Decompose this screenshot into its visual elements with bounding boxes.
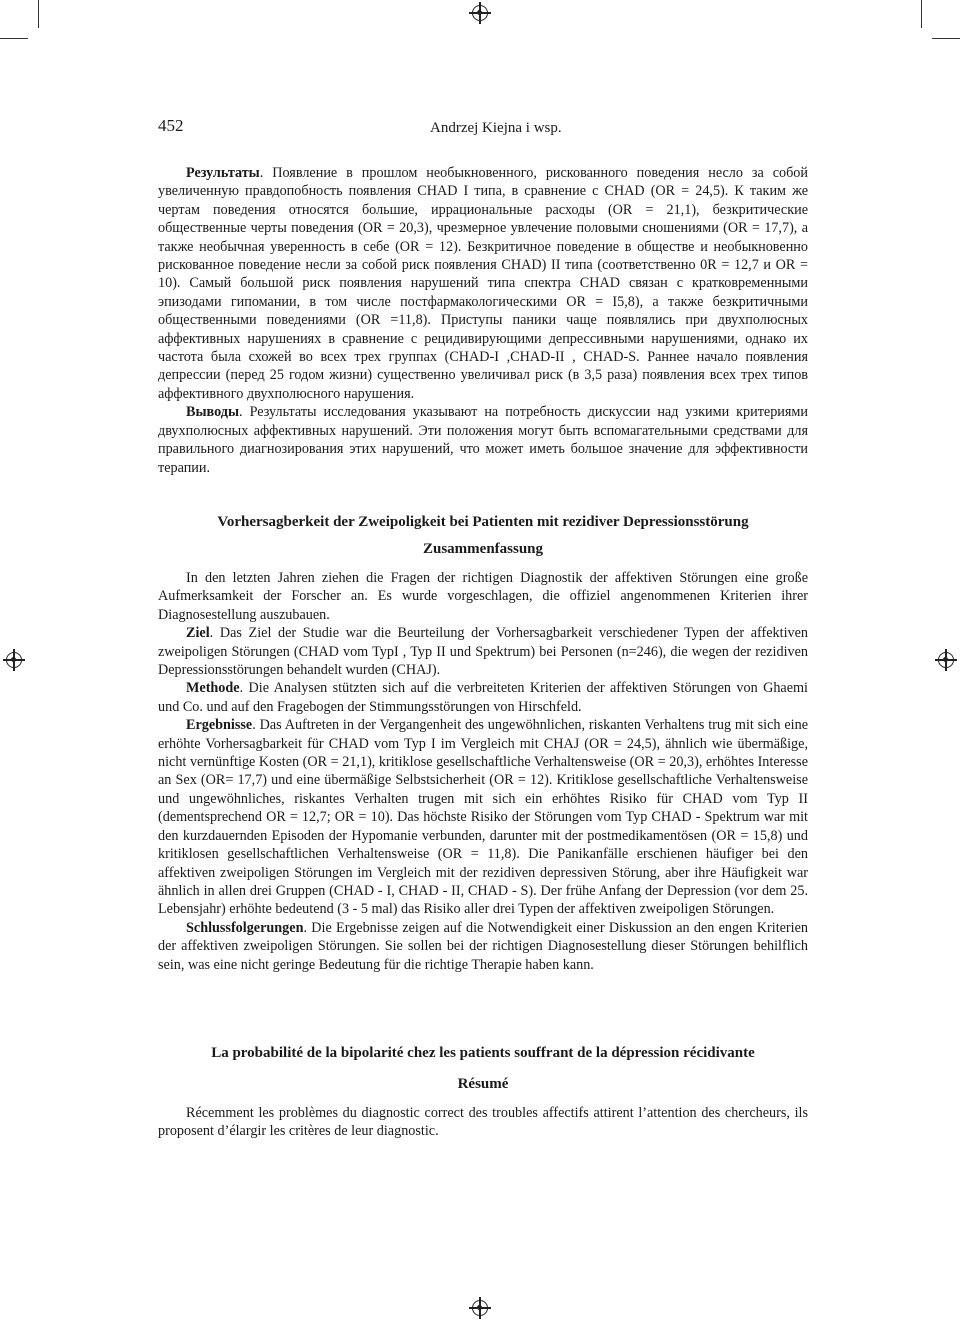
french-abstract xyxy=(158,1104,808,1141)
page-number: 452 xyxy=(158,116,184,135)
registration-mark-top-icon xyxy=(472,5,488,21)
german-intro-paragraph: In den letzten Jahren ziehen die Fragen der richtigen Diagnostik der affektiven Störungen eine große Aufmerksamkeit der Forscher an. Es wurde vorgeschlagen, die offiziel angenommenen Kriterien ihrer Diagnosestellung auszubauen. xyxy=(158,570,808,623)
german-ziel-paragraph xyxy=(158,624,808,679)
crop-mark-top-left xyxy=(0,38,28,39)
schluss-label: Schlussfolgerungen xyxy=(186,919,304,936)
methode-label: Methode xyxy=(186,680,240,697)
ergebnisse-label: Ergebnisse xyxy=(186,717,253,734)
french-title: La probabilité de la bipolarité chez les patients souffrant de la dépression récidivante xyxy=(211,1045,755,1061)
ziel-text: . Das Ziel der Studie war die Beurteilung der Vorhersagbarkeit verschiedener Typen der affektiven zweipoligen Störungen (CHAD vom TypI , Typ II und Spektrum) bei Personen (n=246), die wegen der rezidiven Depressionsstörungen behandelt wurden (CHAJ). xyxy=(158,625,808,679)
crop-mark-top-right-vertical xyxy=(921,0,922,28)
running-head: Andrzej Kiejna i wsp. xyxy=(430,120,562,136)
registration-mark-bottom-icon xyxy=(472,1300,488,1316)
ergebnisse-text: . Das Auftreten in der Vergangenheit des ungewöhnlichen, riskanten Verhaltens trug mit sich eine erhöhte Vorhersagbarkeit für CHAD vom Typ I im Vergleich mit CHAJ (OR = 24,5), ähnlich wie übermäßige, nicht vernünftige Kosten (OR = 21,1), kritiklose gesellschaftliche Verhaltensweise (OR = 20,3), erhöhtes Interesse an Sex (OR= 17,7) und eine übermäßige Selbstsicherheit (OR = 12). Kritiklose gesellschaftliche Verhaltensweise und ungewöhnliches, riskantes Verhalten trugen mit sich ein erhöhtes Risiko für CHAD vom Typ II (dementsprechend OR = 12,7; OR = 10). Das höchste Risiko der Störungen vom Typ CHAD - Spektrum war mit den kurzdauernden Episoden der Hypomanie verbunden, darunter mit der postmedikamentösen (OR = 15,8) und kritiklosen gesellschaftlichen Verhaltensweise (OR = 11,8). Die Panikanfälle erschienen häufiger bei den affektiven zweipoligen Störungen im Vergleich mit der rezidiven depressiven Störung, aber ihre Häufigkeit war ähnlich in allen drei Gruppen (CHAD - I, CHAD - II, CHAD - S). Der frühe Anfang der Depression (vor dem 25. Lebensjahr) erhöhte bedeutend (3 - 5 mal) das Risiko aller drei Typen der affektiven zweipoligen Störungen. xyxy=(158,717,808,918)
conclusions-text: . Результаты исследования указывают на потребность дискуссии над узкими критериями двухполюсных аффективных нарушений. Эти положения могут быть вспомагательными средствами для правильного диагнозирования этих нарушений, что может иметь большое значение для эффективности терапии. xyxy=(158,404,808,476)
crop-mark-top-right xyxy=(932,38,960,39)
russian-results-paragraph xyxy=(158,164,808,403)
french-subtitle: Résumé xyxy=(457,1076,509,1092)
results-label: Результаты xyxy=(186,165,260,181)
conclusions-label: Выводы xyxy=(186,404,240,421)
schluss-text: . Die Ergebnisse zeigen auf die Notwendigkeit einer Diskussion an den engen Kriterien der affektiven zweipoligen Störungen. Sie sollen bei der richtigen Diagnosestellung dieser Störungen behilflich sein, was eine nicht geringe Bedeutung für die richtige Therapie haben kann. xyxy=(158,919,808,973)
results-text: . Появление в прошлом необыкновенного, рискованного поведения несло за собой увеличенную правдопобность появления CHAD I типа, в сравнение с CHAD (OR = 24,5). К таким же чертам поведения относятся большие, иррациональные расходы (OR = 21,1), безкритические общественные черты поведения (OR = 20,3), чрезмерное увлечение половыми сношениями (OR = 17,7), а также необычная уверенность в себе (OR = 12). Безкритичное поведение в обществе и необыкновенно рискованное поведение несли за собой риск появления CHAD) II типа (соответственно 0R = 12,7 и OR = 10). Самый большой риск появления нарушений типа спектра CHAD связан с кратковременными эпизодами гипомании, в том числе постфармакологическими OR = I5,8), а также безкритичными общественными поведениями (OR =11,8). Приступы паники чаще появлялись при двухполюсных аффективных нарушениях в сравнение с рецидивирующими депрессивными нарушениями, однако их частота была схожей во всех трех группах (CHAD-I ,CHAD-II , CHAD-S. Раннее начало появления депрессии (перед 25 годом жизни) существенно увеличивал риск (в 3,5 раза) появления всех трех типов аффективного двухполюсного нарушения. xyxy=(158,165,808,402)
ziel-label: Ziel xyxy=(186,625,210,642)
methode-text: . Die Analysen stützten sich auf die verbreiteten Kriterien der affektiven Störungen von Ghaemi und Co. und auf den Fragebogen der Stimmungsstörungen von Hirschfeld. xyxy=(158,680,808,715)
french-intro-paragraph: Récemment les problèmes du diagnostic correct des troubles affectifs attirent l’attention des chercheurs, ils proposent d’élargir les critères de leur diagnostic. xyxy=(158,1105,808,1140)
german-title: Vorhersagberkeit der Zweipoligkeit bei Patienten mit rezidiver Depressionsstörung xyxy=(217,514,749,530)
registration-mark-left-icon xyxy=(6,652,22,668)
page-header xyxy=(158,116,808,142)
german-abstract xyxy=(158,569,808,974)
german-methode-paragraph xyxy=(158,679,808,716)
german-schluss-paragraph xyxy=(158,919,808,974)
german-ergebnisse-paragraph xyxy=(158,716,808,918)
russian-conclusions-paragraph xyxy=(158,403,808,477)
crop-mark-top-left-vertical xyxy=(38,0,39,28)
registration-mark-right-icon xyxy=(938,652,954,668)
german-subtitle: Zusammenfassung xyxy=(422,541,544,557)
russian-abstract xyxy=(158,164,808,477)
